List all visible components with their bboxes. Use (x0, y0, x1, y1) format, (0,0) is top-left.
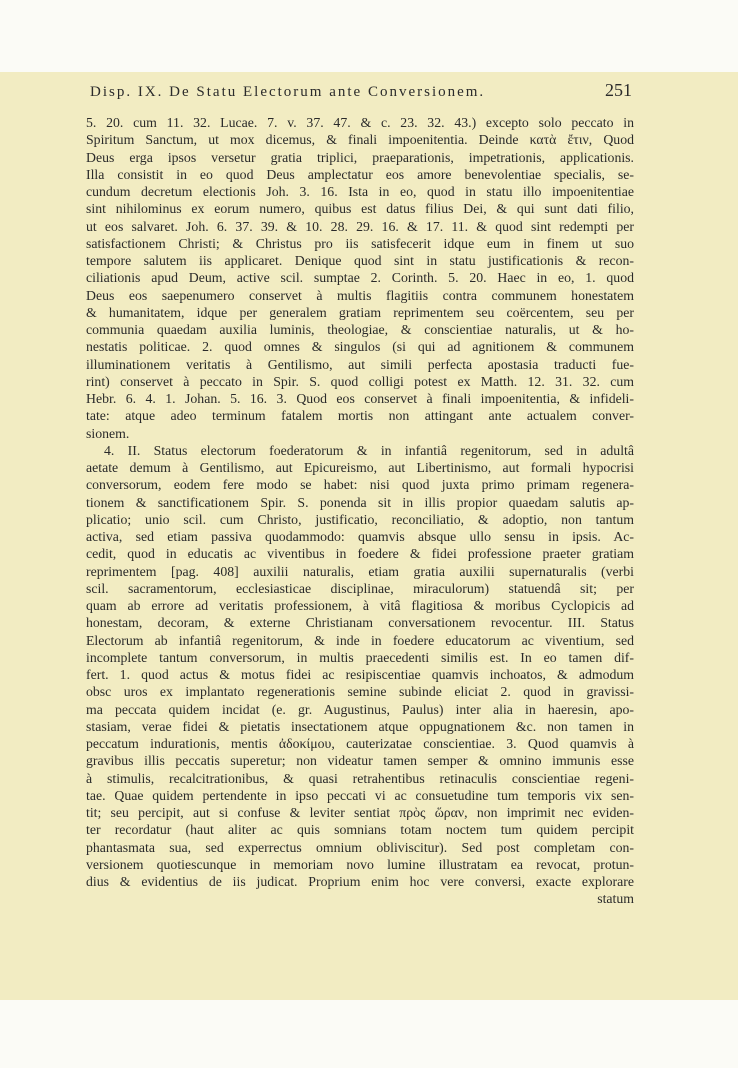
text-line: phantasmata sua, sed experrectus omnium obliviscitur). Sed post completam con- (86, 839, 634, 855)
text-line: sionem. (86, 425, 130, 441)
text-line: dius & evidentius de iis judicat. Proprium enim hoc vere conversi, exacte explorare (86, 874, 634, 889)
text-line: Illa consistit in eo quod Deus amplectatur eos amore benevolentiae specialis, se- (86, 166, 634, 182)
text-line: versionem quotiescunque in memoriam novo lumine illustratam ea revocat, protun- (86, 856, 634, 872)
text-line: illuminationem veritatis à Gentilismo, aut simili perfecta apostasia traducti fue- (86, 356, 634, 372)
text-line: Electorum ab infantiâ regenitorum, & inde in foedere educatorum ac viventium, sed (86, 632, 634, 648)
text-line: peccatum indurationis, mentis ἀδοκίμου, cauterizatae conscientiae. 3. Quod quamvis à (86, 736, 634, 751)
text-line: 5. 20. cum 11. 32. Lucae. 7. v. 37. 47. & c. 23. 32. 43.) excepto solo peccato in (86, 115, 634, 130)
top-margin (0, 0, 738, 72)
text-line: Deus eos saepenumero conservet à multis flagitiis contra communem honestatem (86, 287, 634, 303)
body-text (86, 114, 634, 994)
text-line: aetate demum à Gentilismo, aut Epicureismo, aut Libertinismo, aut formali hypocrisi (86, 460, 634, 475)
text-line: rint) conservet à peccato in Spir. S. quod colligi potest ex Matth. 12. 31. 32. cum (86, 373, 634, 389)
running-head: Disp. IX. De Statu Electorum ante Conversionem. (90, 84, 486, 100)
text-line: quam ab errore ad veritatis professionem, à vitâ flagitiosa & moribus Cyclopicis ad (86, 598, 634, 613)
text-line: tionem & sanctificationem Spir. S. ponenda sit in illis propior quaedam salutis ap- (86, 494, 634, 510)
catchword: statum (597, 891, 634, 907)
text-line: à stimulis, recalcitrationibus, & quasi retrahentibus retinaculis conscientiae regeni- (86, 770, 634, 786)
page-number: 251 (605, 80, 632, 100)
bottom-margin (0, 1000, 738, 1068)
text-line: tae. Quae quidem pertendente in ipso peccati vi ac consuetudine tum temporis vix sen- (86, 787, 634, 803)
text-line: reprimentem [pag. 408] auxilii naturalis, etiam gratia auxilii supernaturalis (verbi (86, 563, 634, 579)
text-line: obsc uros ex implantato regenerationis semine subinde eliciat 2. quod in gravissi- (86, 684, 634, 700)
text-line: activa, sed etiam passiva quodammodo: quamvis absque ullo sensu in ipsis. Ac- (86, 529, 634, 544)
text-line: sint nihilominus ex eorum numero, quibus est datus filius Dei, & qui sunt dati filio, (86, 201, 634, 217)
text-line: stasiam, verae fidei & pietatis insectationem atque oppugnationem &c. non tamen in (86, 718, 634, 734)
text-line: Deus erga ipsos versetur gratia triplici, praeparationis, impetrationis, applicationis. (86, 149, 634, 165)
text-line: conversorum, eodem fere modo se habet: nisi quod juxta primo primam regenera- (86, 477, 634, 493)
text-line: communia quaedam auxilia luminis, theologiae, & conscientiae naturalis, ut & ho- (86, 322, 634, 337)
text-line: gravibus illis peccatis superetur; non videatur tamen semper & omnino immunis esse (86, 753, 634, 769)
text-line: tempore salutem iis applicaret. Denique quod sint in statu justificationis & recon- (86, 253, 634, 268)
text-line: plicatio; unio scil. cum Christo, justificatio, reconciliatio, & adoptio, non tantum (86, 511, 634, 527)
text-line: nestatis politicae. 2. quod omnes & singulos (si qui ad agnitionem & communem (86, 339, 634, 355)
text-line: tit; seu percipit, aut si confuse & leviter sentiat πρὸς ὥραν, non imprimit nec eviden- (86, 805, 634, 820)
text-line: cedit, quod in educatis ac viventibus in foedere & fidei professione praeter gratiam (86, 546, 634, 562)
text-line: Hebr. 6. 4. 1. Johan. 5. 16. 3. Quod eos conservet à finali impoenitentia, & infideli- (86, 391, 634, 406)
text-line: ciliationis apud Deum, active scil. sumptae 2. Corinth. 5. 20. Haec in eo, 1. quod (86, 270, 634, 286)
section-heading-line: 4. II. Status electorum foederatorum & in infantiâ regenitorum, sed in adultâ (104, 442, 634, 458)
text-line: ut eos salvaret. Joh. 6. 37. 39. & 10. 28. 29. 16. & 17. 11. & quod sint redempti per (86, 218, 634, 234)
text-line: incomplete tantum conversorum, in multis praecedenti similis est. In eo tamen dif- (86, 649, 634, 665)
text-line: scil. sacramentorum, ecclesiasticae disciplinae, miraculorum) statuendâ sit; per (86, 580, 634, 596)
text-line: ma peccata quidem incidat (e. gr. Augustinus, Paulus) inter alia in haeresin, apo- (86, 701, 634, 717)
text-line: cundum decretum electionis Joh. 3. 16. Ista in eo, quod in statu illo impoenitentiae (86, 184, 634, 199)
text-line: satisfactionem Christi; & Christus pro iis satisfecerit idque eum in finem ut suo (86, 235, 634, 251)
text-line: fert. 1. quod actus & motus fidei ac resipiscentiae quamvis inchoatos, & admodum (86, 667, 634, 682)
text-line: tate: atque adeo terminum fatalem mortis non attingant ante actualem conver- (86, 408, 634, 424)
text-line: ter recordatur (haut aliter ac quis somnians totam noctem tum quidem percipit (86, 822, 634, 838)
text-line: Spiritum Sanctum, ut mox dicemus, & finali impoenitentia. Deinde κατὰ ἔτιν, Quod (86, 132, 634, 148)
text-line: honestam, decoram, & externe Christianam conversationem revocentur. III. Status (86, 615, 634, 631)
text-line: & humanitatem, idque per generalem gratiam reprimentem seu coërcentem, seu per (86, 304, 634, 320)
